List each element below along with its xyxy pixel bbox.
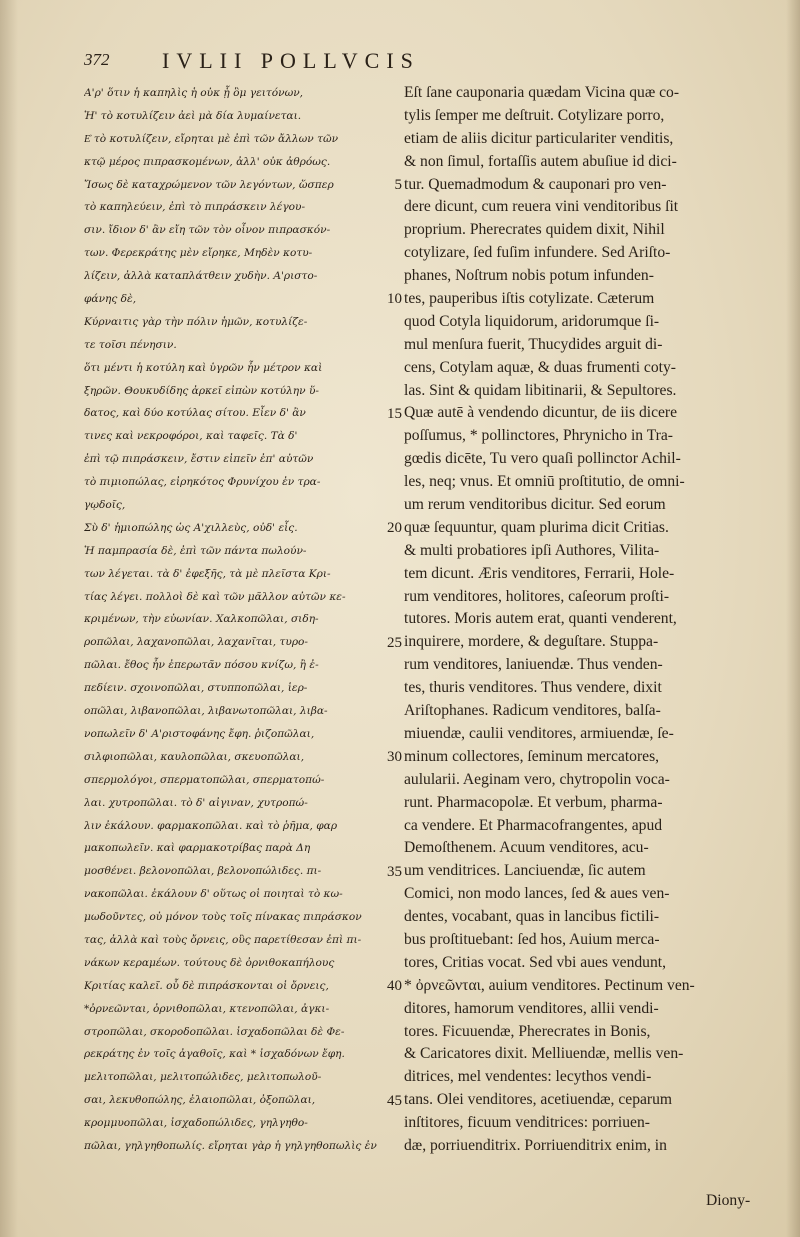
greek-text-line: κρομμυοπῶλαι, ἰσχαδοπώλιδες, γηλγηθο- (84, 1117, 308, 1130)
greek-text-line: Ε͗ τὸ κοτυλίζειν, εἴρηται μὲ ἐπὶ τῶν ἄλλων τῶν (84, 132, 339, 145)
latin-text-line: tores. Ficuuendæ, Pherecrates in Bonis, (404, 1022, 651, 1040)
page-edge-shadow (0, 0, 18, 1237)
latin-text-line: um rerum venditoribus dicitur. Sed eorum (404, 496, 666, 514)
greek-text-line: οπῶλαι, λιβανοπῶλαι, λιβανωτοπῶλαι, λιβα- (84, 705, 328, 718)
latin-text-line: & multi probatiores ipſi Authores, Vilita- (404, 541, 660, 559)
latin-text-line: quod Cotyla liquidorum, aridorumque ſi- (404, 312, 660, 330)
latin-text-line: las. Sint & quidam libitinarii, & Sepultores. (404, 381, 677, 399)
greek-text-line: πεδίειν. σχοινοπῶλαι, στυπποπῶλαι, ἱερ- (84, 682, 308, 695)
latin-text-column (404, 82, 774, 1158)
latin-text-line: runt. Pharmacopolæ. Et verbum, pharma- (404, 793, 663, 811)
latin-text-line: tutores. Moris autem erat, quanti venderent, (404, 610, 677, 628)
latin-text-line: & non ſimul, fortaſſis autem abuſiue id dici- (404, 152, 677, 170)
greek-text-line: σιλφιοπῶλαι, καυλοπῶλαι, σκευοπῶλαι, (84, 750, 305, 763)
line-number: 30 (387, 749, 402, 766)
greek-text-line: Κριτίας καλεῖ. οὗ δὲ πιπράσκονται οἱ ὄρνεις, (84, 979, 329, 992)
latin-text-line: dentes, vocabant, quas in lancibus fictili- (404, 908, 660, 926)
latin-text-line: & Caricatores dixit. Melliuendæ, mellis ven- (404, 1045, 684, 1063)
line-number: 45 (387, 1092, 402, 1109)
latin-text-line: phanes, Noſtrum nobis potum infunden- (404, 267, 654, 285)
greek-text-line: νοπωλεῖν δ' Α'ριστοφάνης ἔφη. ῥιζοπῶλαι, (84, 727, 315, 740)
greek-text-line: σιν. ἴδιον δ' ἂν εἴη τῶν τὸν οἶνον πιπρασκόν- (84, 224, 331, 237)
greek-text-line: μωδοῦντες, οὐ μόνον τοὺς τοῖς πίνακας πιπράσκον (84, 911, 362, 924)
page-header (84, 48, 760, 78)
greek-text-line: τε τοῖσι πένησιν. (84, 338, 177, 351)
latin-text-line: quæ ſequuntur, quam plurima dicit Critias. (404, 518, 669, 536)
latin-text-line: cotylizare, ſed fuſim infundere. Sed Ariſto- (404, 244, 671, 262)
latin-text-line: Eſt ſane cauponaria quædam Vicina quæ co- (404, 84, 680, 101)
greek-text-line: δατος, καὶ δύο κοτύλας σίτου. Εἶεν δ' ἂν (84, 407, 306, 420)
latin-text-line: Demoſthenem. Acuum venditores, acu- (404, 839, 649, 857)
latin-text-line: proprium. Pherecrates quidem dixit, Nihil (404, 221, 665, 239)
greek-text-line: λιν ἐκάλουν. φαρμακοπῶλαι. καὶ τὸ ῥῆμα, φαρ (84, 819, 338, 832)
latin-text-line: * ὀρνεῶνται, auium venditores. Pectinum ven- (404, 976, 695, 994)
greek-text-line: νακοπῶλαι. ἐκάλουν δ' οὕτως οἱ ποιηταὶ τὸ κω- (84, 888, 343, 901)
greek-text-line: πῶλαι. ἔθος ἦν ἐπερωτᾶν πόσου κνίζω, ἢ ἐ- (84, 659, 319, 672)
latin-text-line: dæ, porriuenditrix. Porriuenditrix enim, in (404, 1136, 667, 1154)
greek-text-line: μοσθένει. βελονοπῶλαι, βελονοπώλιδες. πι- (84, 865, 322, 878)
latin-text-line: aulularii. Aeginam vero, chytropolin voca- (404, 770, 670, 788)
line-number: 5 (394, 176, 402, 193)
greek-text-line: ξηρῶν. Θουκυδίδης ἀρκεῖ εἰπὼν κοτύλην ὕ- (84, 384, 319, 397)
latin-text-line: mul menſura fuerit, Thucydides arguit di- (404, 335, 663, 353)
line-number: 10 (387, 291, 402, 308)
latin-text-line: Ariſtophanes. Radicum venditores, balſa- (404, 702, 661, 720)
greek-text-line: σπερμολόγοι, σπερματοπῶλαι, σπερματοπώ- (84, 773, 325, 786)
latin-text-line: les, neq; vnus. Et omniū proſtitutio, de omni- (404, 473, 685, 491)
latin-text-line: Quæ autē à vendendo dicuntur, de iis dicere (404, 404, 678, 422)
latin-text-line: poſſumus, * pollinctores, Phrynicho in Tra- (404, 427, 673, 445)
greek-text-line: Κύρναιτις γὰρ τὴν πόλιν ἡμῶν, κοτυλίζε- (84, 315, 308, 328)
greek-text-line: ἐπὶ τῷ πιπράσκειν, ἔστιν εἰπεῖν ἐπ' αὐτῶν (84, 453, 314, 466)
greek-text-line: Ἡ' τὸ κοτυλίζειν ἀεὶ μὰ δία λυμαίνεται. (84, 109, 302, 122)
latin-text-line: ditores, hamorum venditores, allii vendi- (404, 999, 659, 1017)
latin-text-line: Comici, non modo lances, ſed & aues ven- (404, 885, 670, 903)
latin-text-line: tylis ſemper me deſtruit. Cotylizare porro, (404, 106, 665, 124)
latin-text-line: minum collectores, ſeminum mercatores, (404, 747, 660, 765)
latin-text-line: gœdis dicēte, Tu vero quaſi pollinctor Achil- (404, 450, 681, 468)
greek-text-line: ρεκράτης ἐν τοῖς ἀγαθοῖς, καὶ * ἰσχαδόνων ἔφη. (84, 1048, 345, 1061)
latin-text-line: bus proſtituebant: ſed hos, Auium merca- (404, 930, 660, 948)
line-number: 15 (387, 405, 402, 422)
greek-text-line: Ἡ παμπρασία δὲ, ἐπὶ τῶν πάντα πωλούν- (84, 544, 307, 557)
latin-text-line: tes, pauperibus iſtis cotylizate. Cæterum (404, 290, 655, 308)
greek-text-line: Α'ρ' ὅτιν ἡ καπηλὶς ἡ οὐκ ᾗ ὃμ γειτόνων, (84, 87, 304, 99)
line-number: 25 (387, 634, 402, 651)
greek-text-line: ροπῶλαι, λαχανοπῶλαι, λαχανῖται, τυρο- (84, 636, 309, 649)
greek-text-line: τίας λέγει. πολλοὶ δὲ καὶ τῶν μᾶλλον αὐτῶν κε- (84, 590, 346, 603)
latin-text-line: um venditrices. Lanciuendæ, ſic autem (404, 862, 646, 880)
latin-text-line: inſtitores, ficuum venditrices: porriuen- (404, 1114, 650, 1132)
latin-text-line: tur. Quemadmodum & cauponari pro ven- (404, 175, 667, 193)
greek-text-line: Σὺ δ' ἡμιοπώλης ὡς Α'χιλλεὺς, οὐδ' εἷς. (84, 521, 298, 534)
greek-text-line: Ἴσως δὲ καταχρώμενον τῶν λεγόντων, ὥσπερ (84, 178, 334, 191)
latin-text-line: tem dicunt. Æris venditores, Ferrarii, Hole- (404, 564, 675, 582)
greek-text-line: φάνης δὲ, (84, 293, 137, 306)
greek-text-line: πῶλαι, γηλγηθοπωλίς. εἴρηται γὰρ ἡ γηλγηθοπωλὶς ἐν (84, 1139, 377, 1152)
greek-text-column (84, 82, 384, 1158)
greek-text-line: λαι. χυτροπῶλαι. τὸ δ' αἰγιναν, χυτροπώ- (84, 796, 308, 809)
greek-text-line: τας, ἀλλὰ καὶ τοὺς ὄρνεις, οὓς παρετίθεσαν ἐπὶ πι- (84, 933, 362, 946)
greek-text-line: τὸ καπηλεύειν, ἐπὶ τὸ πιπράσκειν λέγου- (84, 201, 306, 214)
latin-text-line: etiam de aliis dicitur particulariter venditis, (404, 129, 674, 147)
running-title: IVLII POLLVCIS (162, 48, 420, 73)
greek-text-line: των. Φερεκράτης μὲν εἴρηκε, Μηδὲν κοτυ- (84, 247, 313, 260)
latin-text-line: cens, Cotylam aquæ, & duas frumenti coty- (404, 358, 676, 376)
latin-text-line: tes, thuris venditores. Thus vendere, dixit (404, 679, 662, 697)
greek-text-line: τὸ πιμιοπώλας, εἰρηκότος Φρυνίχου ἐν τρα- (84, 476, 321, 489)
latin-text-line: tores, Critias vocat. Sed vbi aues vendunt, (404, 953, 667, 971)
line-number: 40 (387, 978, 402, 995)
latin-text-line: inquirere, mordere, & deguſtare. Stuppa- (404, 633, 659, 651)
gutter-shadow (786, 0, 800, 1237)
greek-text-line: σαι, λεκυθοπώλης, ἐλαιοπῶλαι, ὀξοπῶλαι, (84, 1094, 316, 1107)
page-number: 372 (84, 50, 110, 69)
greek-text-line: γῳδοῖς, (84, 499, 126, 512)
greek-text-line: στροπῶλαι, σκοροδοπῶλαι. ἰσχαδοπῶλαι δὲ Φε- (84, 1025, 345, 1038)
line-number: 35 (387, 863, 402, 880)
latin-text-line: rum venditores, laniuendæ. Thus venden- (404, 656, 663, 674)
greek-text-line: *ὀρνεῶνται, ὀρνιθοπῶλαι, κτενοπῶλαι, ἀγκι- (84, 1002, 330, 1015)
greek-text-line: νάκων κεραμέων. τούτους δὲ ὀρνιθοκαπήλους (84, 956, 335, 969)
latin-text-line: tans. Olei venditores, acetiuendæ, ceparum (404, 1091, 673, 1109)
greek-text-line: λίζειν, ἀλλὰ καταπλάτθειν χυδὴν. Α'ριστο- (84, 270, 318, 283)
greek-text-line: κριμένων, τὴν εὐωνίαν. Χαλκοπῶλαι, σιδη- (84, 613, 319, 626)
latin-text-line: rum venditores, holitores, caſeorum proſti- (404, 587, 670, 605)
greek-text-line: μακοπωλεῖν. καὶ φαρμακοτρίβας παρὰ Δη (84, 842, 311, 855)
catchword: Diony- (706, 1192, 751, 1209)
greek-text-line: των λέγεται. τὰ δ' ἐφεξῆς, τὰ μὲ πλεῖστα Κρι- (84, 567, 331, 580)
latin-text-line: dere dicunt, cum reuera vini venditoribus ſit (404, 198, 679, 216)
latin-text-line: ca vendere. Et Pharmacofrangentes, apud (404, 816, 663, 834)
greek-text-line: κτῷ μέρος πιπρασκομένων, ἀλλ' οὐκ ἀθρόως. (84, 155, 331, 168)
latin-text-line: miuendæ, caulii venditores, armiuendæ, ſe- (404, 724, 674, 742)
line-number: 20 (387, 520, 402, 537)
greek-text-line: τινες καὶ νεκροφόροι, καὶ ταφεῖς. Τὰ δ' (84, 430, 298, 443)
greek-text-line: μελιτοπῶλαι, μελιτοπώλιδες, μελιτοπωλοῦ- (84, 1071, 322, 1084)
greek-text-line: ὅτι μέντι ἡ κοτύλη καὶ ὑγρῶν ἦν μέτρον καὶ (84, 361, 323, 374)
latin-text-line: ditrices, mel vendentes: lecythos vendi- (404, 1068, 652, 1086)
